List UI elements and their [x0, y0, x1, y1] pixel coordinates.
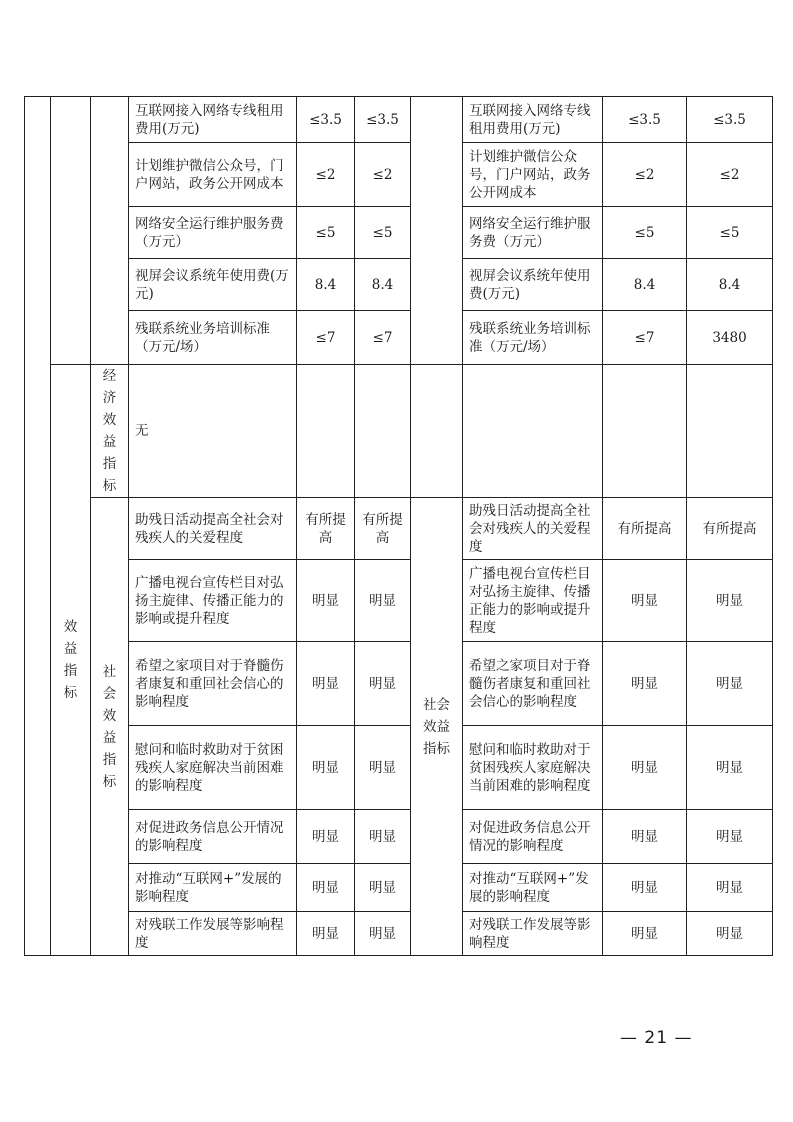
indicator-name: 对残联工作发展等影响程度	[129, 912, 297, 956]
indicator-name: 广播电视台宣传栏目对弘扬主旋律、传播正能力的影响或提升程度	[463, 560, 603, 642]
table-row	[25, 97, 773, 143]
table-row	[25, 365, 773, 498]
benefit-indicator-label: 效益指标	[51, 365, 91, 956]
indicator-name: 视屏会议系统年使用费(万元)	[129, 259, 297, 311]
target-value: 明显	[603, 560, 687, 642]
indicator-name: 网络安全运行维护服务费（万元）	[129, 207, 297, 259]
actual-value: 明显	[355, 560, 411, 642]
indicator-name: 慰问和临时救助对于贫困残疾人家庭解决当前困难的影响程度	[463, 726, 603, 810]
table-row	[25, 912, 773, 956]
table-row	[25, 311, 773, 365]
target-value: ≤7	[297, 311, 355, 365]
actual-value: 明显	[355, 810, 411, 864]
target-value: 明显	[603, 726, 687, 810]
page-number: — 21 —	[620, 1028, 693, 1048]
table-row	[25, 498, 773, 560]
table-row	[25, 810, 773, 864]
actual-value: 明显	[355, 912, 411, 956]
actual-value: ≤3.5	[355, 97, 411, 143]
social-benefit-label: 社会效益指标	[91, 498, 129, 956]
outer-blank-cell	[25, 97, 51, 956]
actual-value: 3480	[687, 311, 773, 365]
actual-value: ≤3.5	[687, 97, 773, 143]
actual-value: 明显	[687, 912, 773, 956]
indicator-name: 视屏会议系统年使用费(万元)	[463, 259, 603, 311]
social-benefit-right-label: 社会效益指标	[411, 498, 463, 956]
indicator-name: 计划维护微信公众号，门户网站，政务公开网成本	[129, 143, 297, 207]
target-value: 明显	[603, 810, 687, 864]
blank-cell	[687, 365, 773, 498]
indicator-name: 助残日活动提高全社会对残疾人的关爱程度	[463, 498, 603, 560]
table-row	[25, 207, 773, 259]
indicator-name: 残联系统业务培训标准（万元/场）	[463, 311, 603, 365]
actual-value: 明显	[355, 726, 411, 810]
target-value: 有所提高	[603, 498, 687, 560]
actual-value: 明显	[355, 642, 411, 726]
target-value: 明显	[297, 726, 355, 810]
blank-cell	[297, 365, 355, 498]
actual-value: 明显	[687, 726, 773, 810]
table-row	[25, 642, 773, 726]
actual-value: ≤5	[355, 207, 411, 259]
actual-value: 有所提高	[355, 498, 411, 560]
indicator-name: 无	[129, 365, 297, 498]
indicator-name: 对促进政务信息公开情况的影响程度	[463, 810, 603, 864]
actual-value: 有所提高	[687, 498, 773, 560]
actual-value: ≤2	[687, 143, 773, 207]
target-value: ≤2	[603, 143, 687, 207]
indicator-name: 慰问和临时救助对于贫困残疾人家庭解决当前困难的影响程度	[129, 726, 297, 810]
indicator-name: 残联系统业务培训标准（万元/场）	[129, 311, 297, 365]
target-value: ≤5	[603, 207, 687, 259]
target-value: ≤3.5	[603, 97, 687, 143]
target-value: ≤5	[297, 207, 355, 259]
indicator-name: 对推动“互联网+”发展的影响程度	[463, 864, 603, 912]
actual-value: ≤5	[687, 207, 773, 259]
indicator-name: 计划维护微信公众号，门户网站，政务公开网成本	[463, 143, 603, 207]
target-value: 明显	[603, 642, 687, 726]
target-value: 明显	[297, 912, 355, 956]
indicator-name: 互联网接入网络专线租用费用(万元)	[129, 97, 297, 143]
table-row	[25, 726, 773, 810]
indicator-name: 希望之家项目对于脊髓伤者康复和重回社会信心的影响程度	[463, 642, 603, 726]
actual-value: 8.4	[355, 259, 411, 311]
target-value: 明显	[297, 864, 355, 912]
actual-value: 明显	[687, 642, 773, 726]
performance-indicator-table	[24, 96, 773, 956]
target-value: ≤7	[603, 311, 687, 365]
blank-cell	[91, 97, 129, 365]
blank-cell	[51, 97, 91, 365]
blank-cell	[355, 365, 411, 498]
actual-value: 明显	[687, 810, 773, 864]
indicator-name: 对残联工作发展等影响程度	[463, 912, 603, 956]
indicator-name: 互联网接入网络专线租用费用(万元)	[463, 97, 603, 143]
table-row	[25, 864, 773, 912]
target-value: 明显	[297, 560, 355, 642]
target-value: 明显	[297, 810, 355, 864]
economic-benefit-label: 经济效益指标	[91, 365, 129, 498]
blank-cell	[603, 365, 687, 498]
indicator-name: 希望之家项目对于脊髓伤者康复和重回社会信心的影响程度	[129, 642, 297, 726]
target-value: 明显	[603, 912, 687, 956]
actual-value: 明显	[687, 864, 773, 912]
target-value: 8.4	[603, 259, 687, 311]
table-row	[25, 560, 773, 642]
actual-value: ≤2	[355, 143, 411, 207]
actual-value: 明显	[687, 560, 773, 642]
indicator-name: 对推动“互联网+”发展的影响程度	[129, 864, 297, 912]
target-value: 有所提高	[297, 498, 355, 560]
indicator-name: 助残日活动提高全社会对残疾人的关爱程度	[129, 498, 297, 560]
table-row	[25, 143, 773, 207]
actual-value: 8.4	[687, 259, 773, 311]
target-value: 明显	[603, 864, 687, 912]
actual-value: 明显	[355, 864, 411, 912]
blank-cell	[411, 97, 463, 365]
target-value: 8.4	[297, 259, 355, 311]
target-value: ≤2	[297, 143, 355, 207]
blank-cell	[463, 365, 603, 498]
table-row	[25, 259, 773, 311]
target-value: ≤3.5	[297, 97, 355, 143]
indicator-name: 对促进政务信息公开情况的影响程度	[129, 810, 297, 864]
target-value: 明显	[297, 642, 355, 726]
indicator-name: 广播电视台宣传栏目对弘扬主旋律、传播正能力的影响或提升程度	[129, 560, 297, 642]
actual-value: ≤7	[355, 311, 411, 365]
blank-cell	[411, 365, 463, 498]
indicator-name: 网络安全运行维护服务费（万元）	[463, 207, 603, 259]
